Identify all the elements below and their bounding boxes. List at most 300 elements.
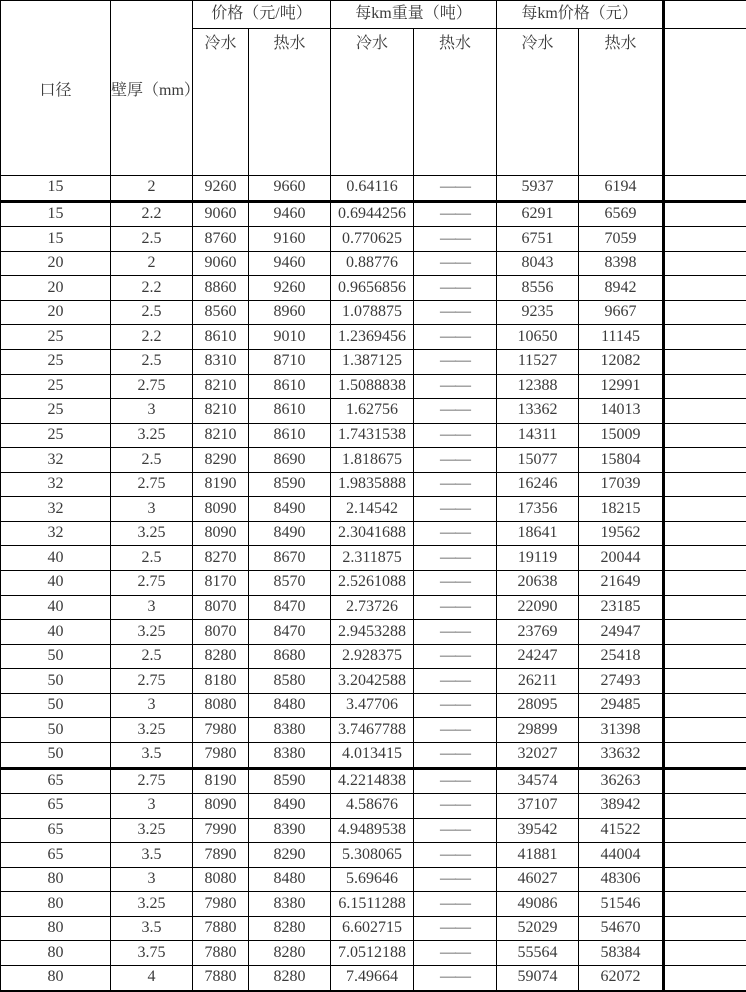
cell-km-price-hot: 8398	[579, 251, 664, 276]
table-row	[1, 349, 746, 374]
cell-price-cold: 9260	[193, 176, 249, 202]
cell-km-price-cold: 28095	[497, 693, 579, 718]
cell-price-cold: 8270	[193, 546, 249, 571]
cell-price-cold: 8180	[193, 669, 249, 694]
cell-diameter: 50	[1, 718, 111, 743]
cell-weight-hot: ——	[414, 300, 497, 325]
cell-km-price-hot: 15009	[579, 423, 664, 448]
cell-wall-thickness: 3.25	[111, 620, 193, 645]
cell-wall-thickness: 2.75	[111, 571, 193, 596]
cell-km-price-cold: 18641	[497, 521, 579, 546]
cell-empty	[664, 399, 746, 424]
cell-diameter: 80	[1, 941, 111, 966]
table-row	[1, 300, 746, 325]
cell-weight-hot: ——	[414, 571, 497, 596]
cell-price-hot: 8470	[249, 620, 331, 645]
cell-km-price-cold: 8043	[497, 251, 579, 276]
cell-price-cold: 7880	[193, 916, 249, 941]
cell-empty	[664, 892, 746, 917]
cell-empty	[664, 571, 746, 596]
cell-diameter: 40	[1, 595, 111, 620]
cell-km-price-cold: 11527	[497, 349, 579, 374]
cell-price-cold: 8760	[193, 227, 249, 252]
cell-wall-thickness: 3.5	[111, 916, 193, 941]
table-row	[1, 521, 746, 546]
cell-wall-thickness: 3	[111, 399, 193, 424]
cell-price-cold: 8090	[193, 521, 249, 546]
cell-diameter: 65	[1, 818, 111, 843]
cell-weight-cold: 1.078875	[331, 300, 414, 325]
cell-price-cold: 8310	[193, 349, 249, 374]
cell-empty	[664, 644, 746, 669]
cell-wall-thickness: 3.25	[111, 892, 193, 917]
cell-price-hot: 8380	[249, 892, 331, 917]
cell-weight-cold: 1.9835888	[331, 472, 414, 497]
cell-weight-hot: ——	[414, 941, 497, 966]
cell-weight-cold: 1.7431538	[331, 423, 414, 448]
cell-price-cold: 9060	[193, 201, 249, 227]
cell-diameter: 40	[1, 571, 111, 596]
cell-km-price-hot: 12082	[579, 349, 664, 374]
cell-weight-hot: ——	[414, 794, 497, 819]
cell-km-price-cold: 12388	[497, 374, 579, 399]
cell-weight-hot: ——	[414, 251, 497, 276]
cell-wall-thickness: 3.25	[111, 423, 193, 448]
cell-weight-cold: 2.73726	[331, 595, 414, 620]
cell-wall-thickness: 3.25	[111, 521, 193, 546]
cell-price-hot: 8490	[249, 497, 331, 522]
cell-weight-cold: 6.1511288	[331, 892, 414, 917]
cell-weight-cold: 0.88776	[331, 251, 414, 276]
cell-empty	[664, 276, 746, 301]
cell-price-hot: 8380	[249, 742, 331, 768]
cell-km-price-hot: 41522	[579, 818, 664, 843]
cell-diameter: 65	[1, 794, 111, 819]
cell-wall-thickness: 2.5	[111, 644, 193, 669]
cell-km-price-hot: 54670	[579, 916, 664, 941]
cell-weight-hot: ——	[414, 176, 497, 202]
cell-weight-hot: ——	[414, 276, 497, 301]
cell-weight-hot: ——	[414, 521, 497, 546]
cell-empty	[664, 521, 746, 546]
cell-empty	[664, 818, 746, 843]
cell-price-hot: 8610	[249, 374, 331, 399]
cell-price-hot: 8710	[249, 349, 331, 374]
cell-km-price-hot: 58384	[579, 941, 664, 966]
cell-weight-cold: 0.64116	[331, 176, 414, 202]
table-row	[1, 176, 746, 202]
cell-weight-cold: 6.602715	[331, 916, 414, 941]
cell-weight-hot: ——	[414, 399, 497, 424]
table-row	[1, 620, 746, 645]
cell-wall-thickness: 3	[111, 693, 193, 718]
cell-weight-hot: ——	[414, 325, 497, 350]
cell-weight-cold: 4.013415	[331, 742, 414, 768]
cell-km-price-hot: 7059	[579, 227, 664, 252]
cell-weight-cold: 4.9489538	[331, 818, 414, 843]
cell-diameter: 15	[1, 176, 111, 202]
cell-price-cold: 7990	[193, 818, 249, 843]
cell-diameter: 80	[1, 892, 111, 917]
cell-km-price-cold: 41881	[497, 843, 579, 868]
cell-weight-hot: ——	[414, 718, 497, 743]
cell-km-price-cold: 46027	[497, 867, 579, 892]
cell-km-price-cold: 6291	[497, 201, 579, 227]
cell-km-price-cold: 26211	[497, 669, 579, 694]
cell-weight-cold: 2.311875	[331, 546, 414, 571]
cell-price-hot: 8580	[249, 669, 331, 694]
cell-weight-cold: 4.58676	[331, 794, 414, 819]
cell-weight-hot: ——	[414, 892, 497, 917]
cell-km-price-hot: 17039	[579, 472, 664, 497]
cell-km-price-cold: 8556	[497, 276, 579, 301]
table-row	[1, 966, 746, 991]
cell-weight-cold: 5.308065	[331, 843, 414, 868]
cell-km-price-cold: 29899	[497, 718, 579, 743]
cell-wall-thickness: 3.5	[111, 742, 193, 768]
cell-km-price-hot: 19562	[579, 521, 664, 546]
cell-price-cold: 7980	[193, 892, 249, 917]
cell-wall-thickness: 4	[111, 966, 193, 991]
cell-weight-cold: 5.69646	[331, 867, 414, 892]
table-row	[1, 742, 746, 768]
cell-weight-cold: 0.6944256	[331, 201, 414, 227]
subheader-km-price-cold: 冷水	[497, 29, 579, 176]
cell-weight-cold: 1.818675	[331, 448, 414, 473]
cell-price-cold: 8090	[193, 497, 249, 522]
cell-wall-thickness: 2.5	[111, 349, 193, 374]
cell-empty	[664, 693, 746, 718]
cell-km-price-cold: 19119	[497, 546, 579, 571]
cell-km-price-cold: 59074	[497, 966, 579, 991]
cell-weight-cold: 3.2042588	[331, 669, 414, 694]
cell-km-price-cold: 10650	[497, 325, 579, 350]
cell-price-cold: 7980	[193, 718, 249, 743]
cell-price-cold: 8070	[193, 620, 249, 645]
cell-wall-thickness: 3	[111, 497, 193, 522]
cell-weight-cold: 2.3041688	[331, 521, 414, 546]
cell-price-hot: 8280	[249, 916, 331, 941]
table-row	[1, 693, 746, 718]
table-row	[1, 497, 746, 522]
cell-weight-hot: ——	[414, 595, 497, 620]
cell-km-price-hot: 24947	[579, 620, 664, 645]
cell-diameter: 25	[1, 349, 111, 374]
cell-price-hot: 8680	[249, 644, 331, 669]
cell-empty	[664, 867, 746, 892]
cell-price-hot: 9010	[249, 325, 331, 350]
cell-km-price-cold: 22090	[497, 595, 579, 620]
cell-empty	[664, 718, 746, 743]
cell-price-cold: 8170	[193, 571, 249, 596]
cell-wall-thickness: 3.25	[111, 818, 193, 843]
table-row	[1, 399, 746, 424]
table-row	[1, 718, 746, 743]
cell-price-hot: 8610	[249, 423, 331, 448]
cell-km-price-hot: 25418	[579, 644, 664, 669]
cell-diameter: 25	[1, 325, 111, 350]
table-row	[1, 867, 746, 892]
cell-weight-hot: ——	[414, 818, 497, 843]
cell-price-hot: 8670	[249, 546, 331, 571]
cell-price-cold: 8190	[193, 472, 249, 497]
cell-price-cold: 8560	[193, 300, 249, 325]
cell-diameter: 40	[1, 546, 111, 571]
cell-km-price-cold: 32027	[497, 742, 579, 768]
cell-empty	[664, 227, 746, 252]
cell-km-price-hot: 36263	[579, 768, 664, 794]
cell-diameter: 50	[1, 644, 111, 669]
cell-empty	[664, 669, 746, 694]
table-row	[1, 595, 746, 620]
cell-weight-hot: ——	[414, 472, 497, 497]
cell-weight-hot: ——	[414, 227, 497, 252]
table-row	[1, 448, 746, 473]
cell-price-cold: 8210	[193, 423, 249, 448]
cell-weight-hot: ——	[414, 669, 497, 694]
cell-price-hot: 8280	[249, 966, 331, 991]
cell-empty	[664, 595, 746, 620]
cell-weight-cold: 3.7467788	[331, 718, 414, 743]
cell-price-hot: 8610	[249, 399, 331, 424]
cell-diameter: 32	[1, 497, 111, 522]
cell-price-cold: 9060	[193, 251, 249, 276]
cell-km-price-cold: 6751	[497, 227, 579, 252]
table-row	[1, 227, 746, 252]
cell-weight-cold: 0.9656856	[331, 276, 414, 301]
cell-wall-thickness: 2.5	[111, 546, 193, 571]
cell-price-hot: 8380	[249, 718, 331, 743]
cell-km-price-hot: 44004	[579, 843, 664, 868]
cell-km-price-hot: 15804	[579, 448, 664, 473]
cell-wall-thickness: 2.2	[111, 201, 193, 227]
cell-km-price-cold: 52029	[497, 916, 579, 941]
cell-diameter: 32	[1, 472, 111, 497]
header-empty-column	[664, 1, 746, 29]
cell-km-price-cold: 55564	[497, 941, 579, 966]
cell-km-price-hot: 51546	[579, 892, 664, 917]
cell-weight-hot: ——	[414, 374, 497, 399]
cell-price-cold: 8080	[193, 867, 249, 892]
cell-diameter: 25	[1, 399, 111, 424]
cell-wall-thickness: 2.75	[111, 669, 193, 694]
cell-wall-thickness: 2	[111, 176, 193, 202]
cell-wall-thickness: 2.2	[111, 276, 193, 301]
cell-diameter: 65	[1, 768, 111, 794]
subheader-price-hot: 热水	[249, 29, 331, 176]
cell-empty	[664, 300, 746, 325]
cell-km-price-cold: 39542	[497, 818, 579, 843]
cell-empty	[664, 497, 746, 522]
header-wall-thickness: 壁厚（mm）	[111, 1, 193, 176]
subheader-km-price-hot: 热水	[579, 29, 664, 176]
cell-wall-thickness: 3.25	[111, 718, 193, 743]
cell-price-cold: 8210	[193, 399, 249, 424]
cell-empty	[664, 794, 746, 819]
cell-empty	[664, 472, 746, 497]
cell-price-hot: 8690	[249, 448, 331, 473]
cell-weight-hot: ——	[414, 644, 497, 669]
cell-price-cold: 8090	[193, 794, 249, 819]
cell-km-price-cold: 24247	[497, 644, 579, 669]
cell-km-price-cold: 9235	[497, 300, 579, 325]
cell-price-hot: 8470	[249, 595, 331, 620]
cell-weight-hot: ——	[414, 497, 497, 522]
cell-weight-cold: 0.770625	[331, 227, 414, 252]
cell-km-price-cold: 49086	[497, 892, 579, 917]
cell-price-cold: 8280	[193, 644, 249, 669]
cell-weight-cold: 1.387125	[331, 349, 414, 374]
cell-diameter: 20	[1, 300, 111, 325]
cell-km-price-cold: 14311	[497, 423, 579, 448]
cell-km-price-hot: 9667	[579, 300, 664, 325]
cell-price-cold: 8070	[193, 595, 249, 620]
cell-price-hot: 8280	[249, 941, 331, 966]
cell-price-hot: 8570	[249, 571, 331, 596]
table-row	[1, 794, 746, 819]
cell-km-price-hot: 33632	[579, 742, 664, 768]
cell-wall-thickness: 2.5	[111, 227, 193, 252]
cell-empty	[664, 201, 746, 227]
cell-wall-thickness: 3	[111, 595, 193, 620]
cell-weight-hot: ——	[414, 742, 497, 768]
subheader-empty-column	[664, 29, 746, 176]
cell-km-price-hot: 6569	[579, 201, 664, 227]
table-row	[1, 768, 746, 794]
cell-price-cold: 7890	[193, 843, 249, 868]
cell-diameter: 40	[1, 620, 111, 645]
cell-km-price-hot: 21649	[579, 571, 664, 596]
cell-weight-cold: 2.928375	[331, 644, 414, 669]
cell-km-price-hot: 8942	[579, 276, 664, 301]
cell-price-hot: 8960	[249, 300, 331, 325]
cell-weight-hot: ——	[414, 546, 497, 571]
table-row	[1, 571, 746, 596]
cell-empty	[664, 916, 746, 941]
cell-diameter: 80	[1, 966, 111, 991]
table-row	[1, 276, 746, 301]
cell-wall-thickness: 3.5	[111, 843, 193, 868]
cell-weight-cold: 2.5261088	[331, 571, 414, 596]
cell-km-price-hot: 29485	[579, 693, 664, 718]
cell-km-price-hot: 20044	[579, 546, 664, 571]
cell-diameter: 50	[1, 669, 111, 694]
cell-km-price-cold: 23769	[497, 620, 579, 645]
cell-weight-cold: 7.49664	[331, 966, 414, 991]
cell-wall-thickness: 2.5	[111, 448, 193, 473]
table-row	[1, 423, 746, 448]
cell-price-hot: 8390	[249, 818, 331, 843]
subheader-weight-cold: 冷水	[331, 29, 414, 176]
cell-wall-thickness: 2.75	[111, 768, 193, 794]
cell-price-hot: 9460	[249, 201, 331, 227]
cell-diameter: 65	[1, 843, 111, 868]
cell-wall-thickness: 2.75	[111, 374, 193, 399]
header-row-groups	[1, 1, 746, 29]
cell-km-price-hot: 38942	[579, 794, 664, 819]
cell-wall-thickness: 2.2	[111, 325, 193, 350]
header-diameter: 口径	[1, 1, 111, 176]
cell-km-price-cold: 15077	[497, 448, 579, 473]
cell-diameter: 25	[1, 423, 111, 448]
cell-km-price-hot: 6194	[579, 176, 664, 202]
cell-weight-hot: ——	[414, 966, 497, 991]
cell-diameter: 15	[1, 227, 111, 252]
cell-km-price-hot: 27493	[579, 669, 664, 694]
table-row	[1, 916, 746, 941]
cell-weight-hot: ——	[414, 916, 497, 941]
table-body	[1, 176, 746, 991]
cell-weight-hot: ——	[414, 620, 497, 645]
cell-km-price-hot: 48306	[579, 867, 664, 892]
cell-km-price-hot: 14013	[579, 399, 664, 424]
table-row	[1, 843, 746, 868]
cell-weight-cold: 1.5088838	[331, 374, 414, 399]
cell-diameter: 25	[1, 374, 111, 399]
header-weight-per-km: 每km重量（吨）	[331, 1, 497, 29]
cell-weight-cold: 1.2369456	[331, 325, 414, 350]
table-row	[1, 546, 746, 571]
cell-empty	[664, 325, 746, 350]
cell-price-hot: 8590	[249, 768, 331, 794]
cell-empty	[664, 448, 746, 473]
cell-km-price-hot: 12991	[579, 374, 664, 399]
cell-price-hot: 8490	[249, 794, 331, 819]
cell-empty	[664, 546, 746, 571]
cell-km-price-hot: 18215	[579, 497, 664, 522]
cell-km-price-cold: 37107	[497, 794, 579, 819]
cell-km-price-cold: 16246	[497, 472, 579, 497]
cell-weight-hot: ——	[414, 349, 497, 374]
cell-empty	[664, 349, 746, 374]
cell-price-hot: 9660	[249, 176, 331, 202]
table-row	[1, 201, 746, 227]
cell-price-hot: 8480	[249, 867, 331, 892]
cell-diameter: 32	[1, 448, 111, 473]
cell-weight-hot: ——	[414, 448, 497, 473]
header-price-per-ton: 价格（元/吨）	[193, 1, 331, 29]
cell-weight-hot: ——	[414, 693, 497, 718]
cell-empty	[664, 742, 746, 768]
cell-empty	[664, 251, 746, 276]
cell-diameter: 50	[1, 693, 111, 718]
cell-weight-cold: 4.2214838	[331, 768, 414, 794]
cell-weight-hot: ——	[414, 423, 497, 448]
cell-wall-thickness: 3	[111, 794, 193, 819]
cell-km-price-cold: 20638	[497, 571, 579, 596]
cell-km-price-hot: 11145	[579, 325, 664, 350]
cell-km-price-cold: 13362	[497, 399, 579, 424]
cell-km-price-hot: 31398	[579, 718, 664, 743]
cell-price-cold: 8610	[193, 325, 249, 350]
cell-diameter: 80	[1, 867, 111, 892]
cell-diameter: 15	[1, 201, 111, 227]
cell-price-cold: 7980	[193, 742, 249, 768]
cell-weight-cold: 2.9453288	[331, 620, 414, 645]
cell-empty	[664, 176, 746, 202]
cell-km-price-cold: 17356	[497, 497, 579, 522]
cell-price-cold: 8860	[193, 276, 249, 301]
cell-wall-thickness: 2	[111, 251, 193, 276]
cell-empty	[664, 768, 746, 794]
cell-weight-cold: 2.14542	[331, 497, 414, 522]
cell-price-hot: 8490	[249, 521, 331, 546]
cell-empty	[664, 620, 746, 645]
cell-diameter: 20	[1, 251, 111, 276]
cell-diameter: 20	[1, 276, 111, 301]
cell-price-cold: 7880	[193, 941, 249, 966]
subheader-weight-hot: 热水	[414, 29, 497, 176]
